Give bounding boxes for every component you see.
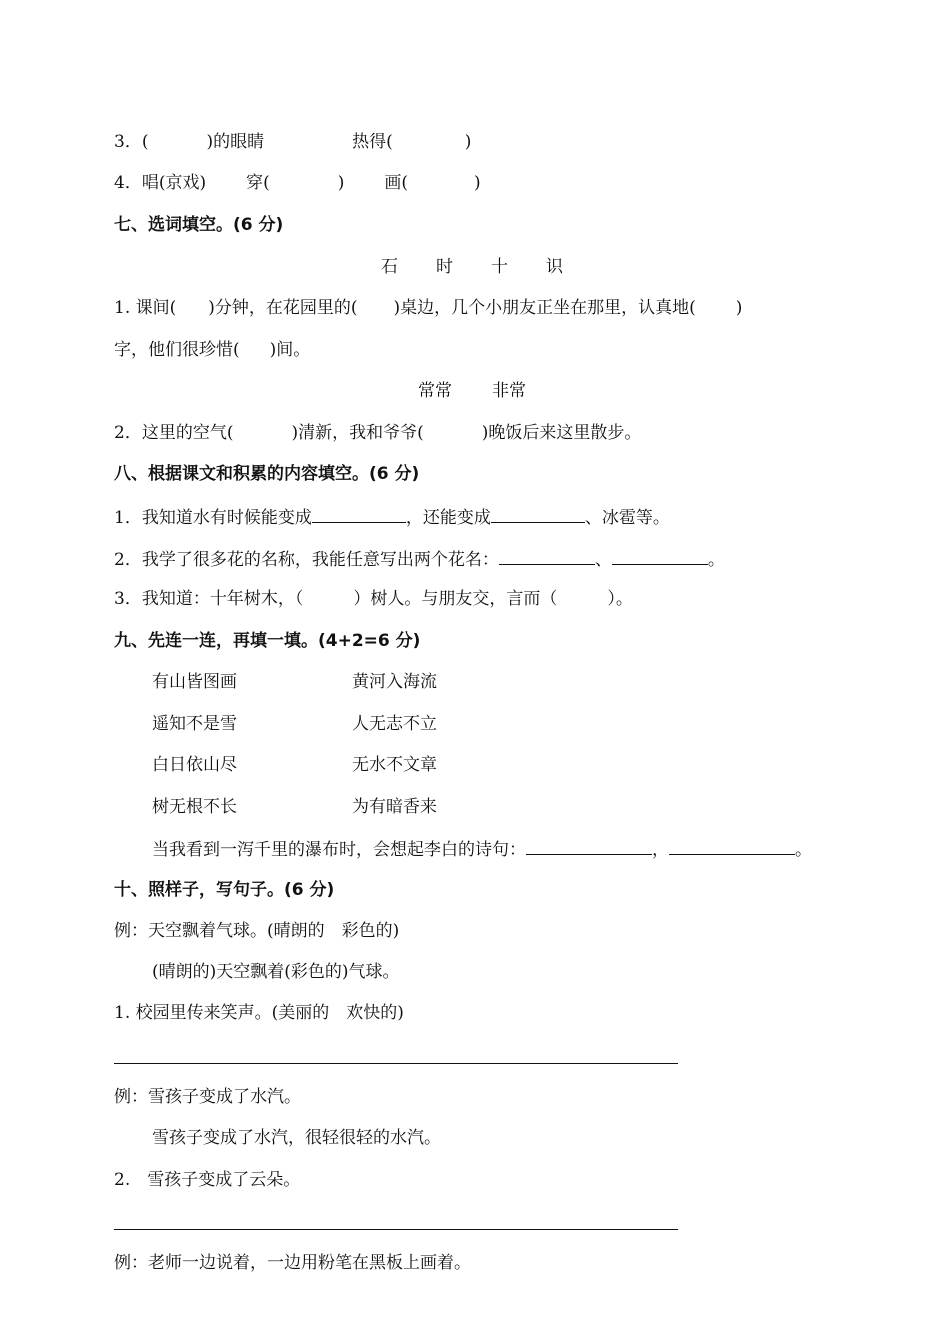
poem-right-3: 无水不文章 <box>352 755 437 775</box>
q9-fill: 当我看到一泻千里的瀑布时，会想起李白的诗句： ， 。 <box>152 840 812 860</box>
answer-line-2[interactable] <box>114 1229 678 1230</box>
q6-4: 4．唱(京戏) 穿( ) 画( ) <box>114 173 481 193</box>
q10-2: 2. 雪孩子变成了云朵。 <box>114 1170 301 1190</box>
q7-1-line1: 1. 课间( )分钟，在花园里的( )桌边，几个小朋友正坐在那里，认真地( ) <box>114 298 743 318</box>
q8-3: 3．我知道：十年树木，（ ）树人。与朋友交，言而（ ）。 <box>114 589 633 609</box>
answer-line-1[interactable] <box>114 1063 678 1064</box>
word-bank-1: 石 时 十 识 <box>381 257 563 277</box>
example-2: 例：雪孩子变成了水汽。 <box>114 1087 301 1107</box>
q8-1: 1．我知道水有时候能变成 ，还能变成 、冰雹等。 <box>114 508 670 528</box>
poem-right-2: 人无志不立 <box>352 714 437 734</box>
example-2-answer: 雪孩子变成了水汽，很轻很轻的水汽。 <box>152 1128 441 1148</box>
q7-2: 2．这里的空气( )清新，我和爷爷( )晚饭后来这里散步。 <box>114 423 642 443</box>
example-1-answer: (晴朗的)天空飘着(彩色的)气球。 <box>152 962 400 982</box>
section-7-title: 七、选词填空。(6 分) <box>114 215 284 235</box>
example-1: 例：天空飘着气球。(晴朗的 彩色的) <box>114 921 400 941</box>
poem-left-3: 白日依山尽 <box>152 755 237 775</box>
word-bank-2: 常常 非常 <box>418 381 526 401</box>
q10-1: 1. 校园里传来笑声。(美丽的 欢快的) <box>114 1003 404 1023</box>
poem-right-1: 黄河入海流 <box>352 672 437 692</box>
section-8-title: 八、根据课文和积累的内容填空。(6 分) <box>114 464 420 484</box>
poem-left-1: 有山皆图画 <box>152 672 237 692</box>
section-9-title: 九、先连一连，再填一填。(4+2=6 分) <box>114 631 421 651</box>
q8-2: 2．我学了很多花的名称，我能任意写出两个花名： 、 。 <box>114 550 725 570</box>
example-3: 例：老师一边说着，一边用粉笔在黑板上画着。 <box>114 1253 471 1273</box>
section-10-title: 十、照样子，写句子。(6 分) <box>114 880 335 900</box>
q7-1-line2: 字，他们很珍惜( )间。 <box>114 340 311 360</box>
poem-right-4: 为有暗香来 <box>352 797 437 817</box>
poem-left-4: 树无根不长 <box>152 797 237 817</box>
poem-left-2: 遥知不是雪 <box>152 714 237 734</box>
q6-3: 3．( )的眼睛 热得( ) <box>114 132 472 152</box>
